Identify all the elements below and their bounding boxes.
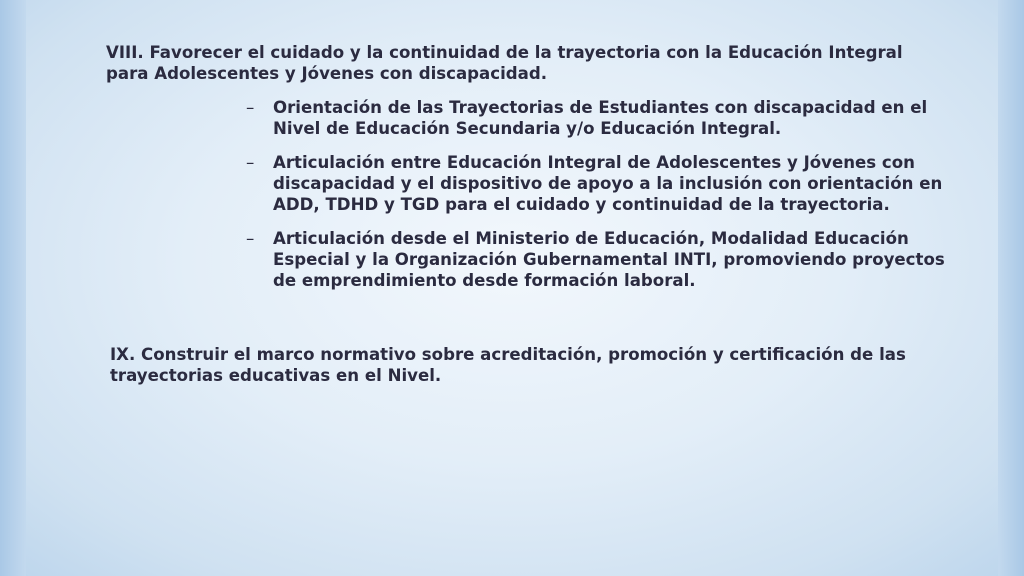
bullet-dash: – <box>246 229 255 248</box>
bullet-text: Articulación entre Educación Integral de Adolescentes y Jóvenes con discapacidad y el dispositivo de apoyo a la inclusión con orientación en ADD, TDHD y TGD para el cuidado y continuidad de la trayectoria. <box>273 153 943 214</box>
bullet-item <box>246 228 946 291</box>
bullet-item <box>246 97 946 139</box>
bullet-dash: – <box>246 98 255 117</box>
bullet-text: Orientación de las Trayectorias de Estudiantes con discapacidad en el Nivel de Educación Secundaria y/o Educación Integral. <box>273 98 928 138</box>
slide-right-edge <box>998 0 1024 576</box>
slide-left-edge <box>0 0 26 576</box>
bullet-text: Articulación desde el Ministerio de Educación, Modalidad Educación Especial y la Organización Gubernamental INTI, promoviendo proyectos de emprendimiento desde formación laboral. <box>273 229 945 290</box>
bullet-dash: – <box>246 153 255 172</box>
paragraph-viii: VIII. Favorecer el cuidado y la continuidad de la trayectoria con la Educación Integral para Adolescentes y Jóvenes con discapacidad. <box>106 43 903 83</box>
bullet-item <box>246 152 946 215</box>
paragraph-ix: IX. Construir el marco normativo sobre acreditación, promoción y certificación de las trayectorias educativas en el Nivel. <box>110 345 906 385</box>
bullet-list <box>246 97 946 304</box>
